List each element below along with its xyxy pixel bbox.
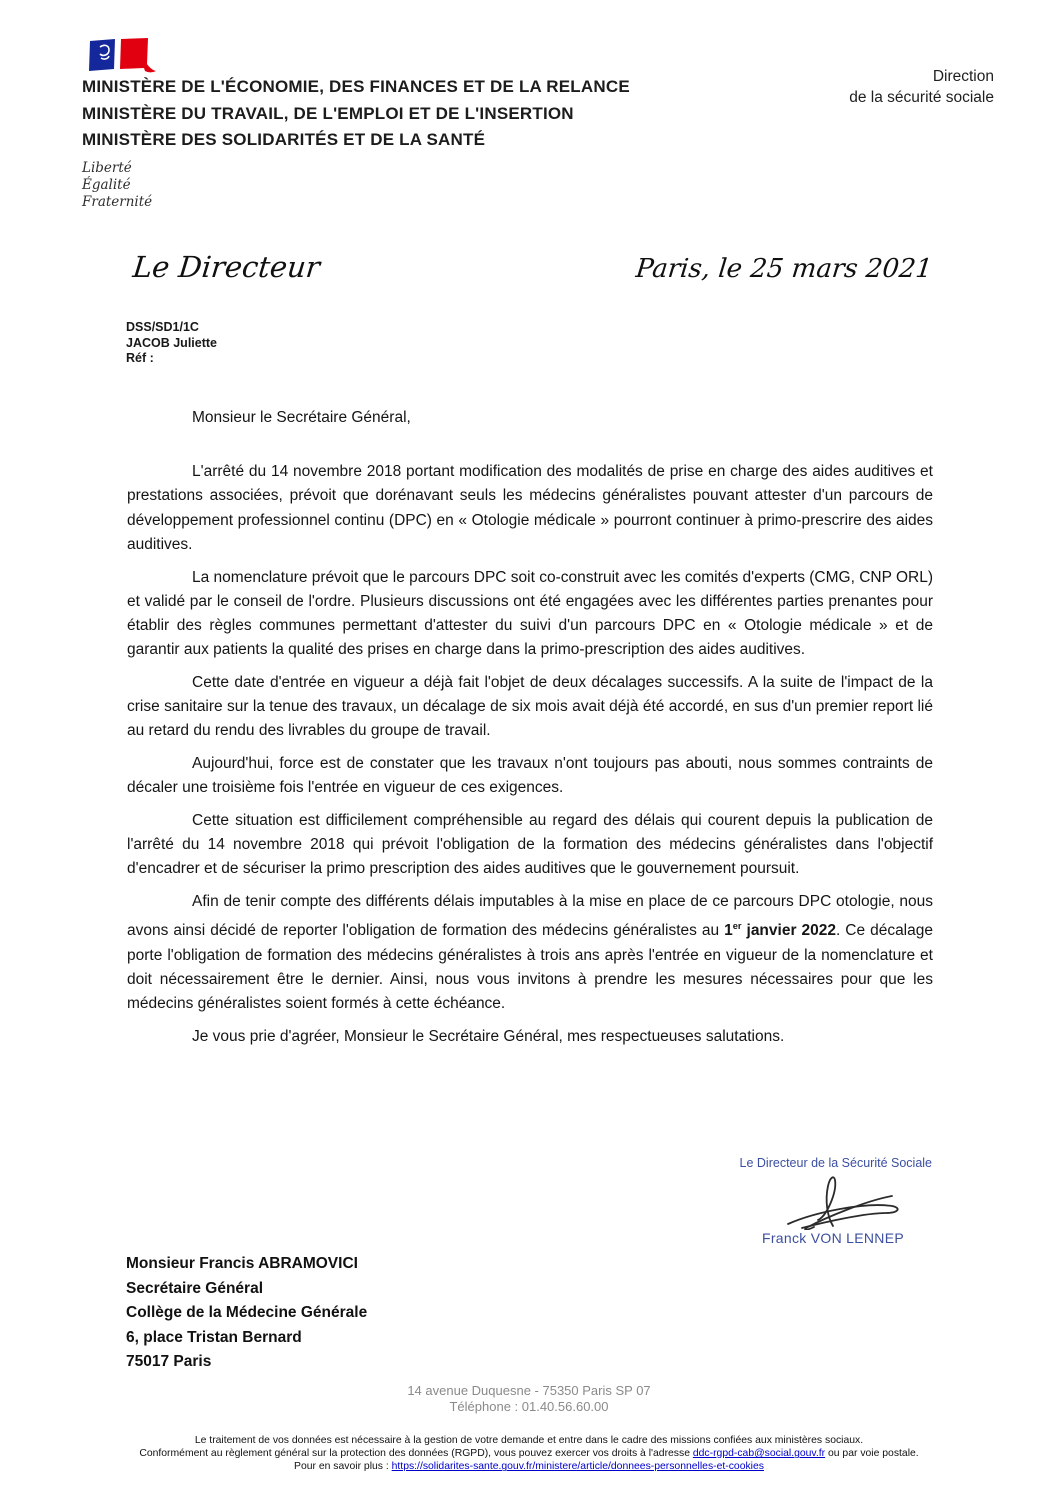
paragraph-4: Aujourd'hui, force est de constater que les travaux n'ont toujours pas abouti, nous sommes contraints de décaler une troisième fois l'entrée en vigueur de ces exigences.	[127, 754, 933, 797]
place-and-date: Paris, le 25 mars 2021	[634, 254, 934, 284]
recipient-name: Monsieur Francis ABRAMOVICI	[126, 1255, 358, 1272]
ref-label: Réf :	[126, 351, 154, 365]
ministry-header	[82, 74, 630, 154]
recipient-organization: Collège de la Médecine Générale	[126, 1304, 368, 1321]
privacy-policy-link[interactable]: https://solidarites-sante.gouv.fr/ministere/article/donnees-personnelles-et-cookies	[391, 1461, 764, 1473]
footer-address: 14 avenue Duquesne - 75350 Paris SP 07	[407, 1383, 651, 1398]
paragraph-1: L'arrêté du 14 novembre 2018 portant modification des modalités de prise en charge des aides auditives et prestations associées, prévoit que dorénavant seuls les médecins généralistes pouvant attester d'un parcours de développement professionnel continu (DPC) en « Otologie médicale » pourront continuer à primo-prescrire des aides auditives.	[127, 463, 933, 553]
legal-line-1: Le traitement de vos données est nécessaire à la gestion de votre demande et entre dans le cadre des missions confiées aux ministères sociaux.	[194, 1435, 864, 1446]
letter-body	[127, 406, 933, 1057]
signature-block	[622, 1156, 932, 1246]
french-flag-icon	[88, 38, 166, 78]
direction-line-2: de la sécurité sociale	[849, 89, 994, 106]
handwritten-signature-icon	[780, 1174, 920, 1230]
footer-phone: Téléphone : 01.40.56.60.00	[449, 1398, 609, 1414]
legal-line-3: Pour en savoir plus : https://solidarites-sante.gouv.fr/ministere/article/donnees-personnelles-et-cookies	[294, 1461, 764, 1473]
closing-sentence: Je vous prie d'agréer, Monsieur le Secrétaire Général, mes respectueuses salutations.	[192, 1027, 785, 1045]
recipient-city: 75017 Paris	[126, 1353, 212, 1370]
paragraph-2: La nomenclature prévoit que le parcours DPC soit co-construit avec les comités d'experts (CMG, CNP ORL) et validé par le conseil de l'ordre. Plusieurs discussions ont été engagées avec les différentes parties prenantes pour établir des règles communes permettant d'attester du suivi d'un parcours DPC en « Otologie médicale » et de garantir aux patients la qualité des prises en charge dans la primo-prescription des aides auditives.	[127, 568, 933, 659]
ref-author: JACOB Juliette	[126, 335, 217, 350]
ministry-line-1: MINISTÈRE DE L'ÉCONOMIE, DES FINANCES ET DE LA RELANCE	[82, 77, 630, 96]
direction-block	[849, 66, 994, 108]
recipient-address	[126, 1252, 367, 1375]
paragraph-6-lead: Afin de tenir compte des différents délais imputables à la mise en place de ce parcours DPC otologie, nous avons ainsi décidé de reporter l'obligation de formation des médecins généralistes au	[127, 892, 933, 940]
signer-name: Franck VON LENNEP	[761, 1230, 904, 1246]
paragraph-3: Cette date d'entrée en vigueur a déjà fait l'objet de deux décalages successifs. A la suite de l'impact de la crise sanitaire sur la tenue des travaux, un décalage de six mois avait déjà été accordé, en sus d'un premier report lié au retard du rendu des livrables du groupe de travail.	[127, 673, 933, 740]
deadline-date-bold: 1er janvier 2022	[724, 921, 836, 940]
signer-title: Le Directeur de la Sécurité Sociale	[739, 1156, 932, 1170]
motto-fraternite: Fraternité	[82, 194, 153, 210]
ministry-line-2: MINISTÈRE DU TRAVAIL, DE L'EMPLOI ET DE L'INSERTION	[82, 103, 574, 123]
motto-egalite: Égalité	[82, 177, 131, 193]
paragraph-6	[127, 890, 933, 1016]
recipient-title: Secrétaire Général	[126, 1279, 264, 1297]
recipient-street: 6, place Tristan Bernard	[126, 1328, 302, 1346]
paragraph-5: Cette situation est difficilement compréhensible au regard des délais qui courent depuis la publication de l'arrêté du 14 novembre 2018 qui prévoit l'obligation de la formation des médecins généralistes dans l'objectif d'encadrer et de sécuriser la primo prescription des aides auditives que le gouvernement poursuit.	[127, 811, 933, 878]
salutation: Monsieur le Secrétaire Général,	[192, 409, 411, 426]
sender-title: Le Directeur	[131, 250, 322, 284]
ministry-line-3: MINISTÈRE DES SOLIDARITÉS ET DE LA SANTÉ	[82, 130, 486, 149]
direction-line-1: Direction	[932, 68, 994, 85]
paragraph-6-rest: . Ce décalage porte l'obligation de formation des médecins généralistes à trois ans après l'entrée en vigueur de la nomenclature et doit nécessairement être le dernier. Ainsi, nous vous invitons à prendre les mesures nécessaires pour que les médecins généralistes soient formés à cette échéance.	[127, 922, 933, 1012]
motto-liberte: Liberté	[82, 160, 132, 176]
legal-notice	[0, 1434, 1058, 1474]
legal-line-2: Conformément au règlement général sur la protection des données (RGPD), vous pouvez exercer vos droits à l'adresse ddc-rgpd-cab@social.gouv.fr ou par voie postale.	[139, 1448, 919, 1460]
ref-service: DSS/SD1/1C	[126, 320, 199, 334]
rgpd-email-link[interactable]: ddc-rgpd-cab@social.gouv.fr	[692, 1448, 826, 1460]
reference-block	[126, 320, 217, 367]
footer-contact	[0, 1383, 1058, 1414]
republic-motto	[82, 160, 152, 211]
